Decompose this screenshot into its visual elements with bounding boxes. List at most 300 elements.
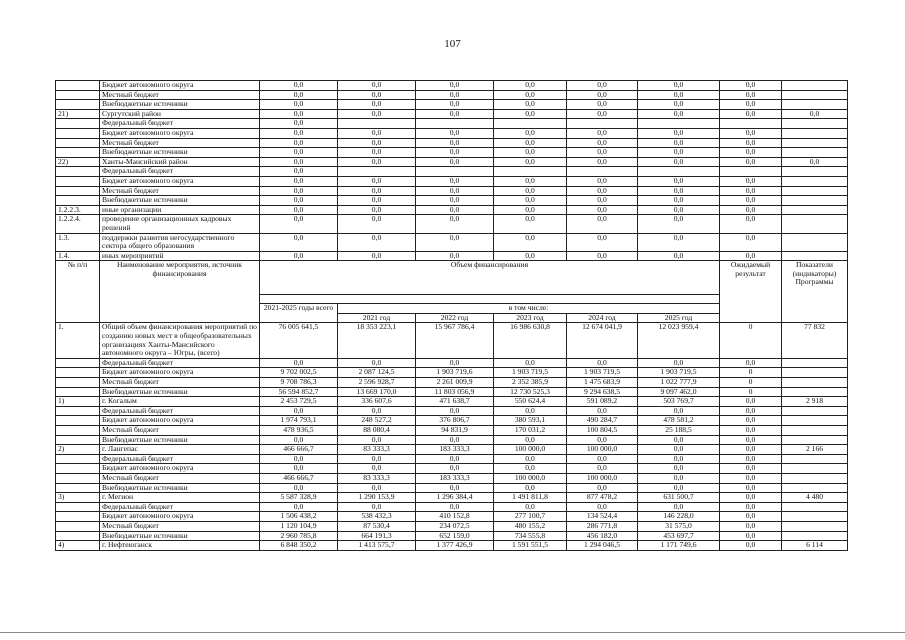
row-number	[56, 119, 100, 129]
row-number: 1)	[56, 397, 100, 407]
value-cell: 0,0	[720, 138, 782, 148]
value-cell: 0,0	[494, 148, 567, 158]
value-cell: 1 377 426,9	[416, 541, 494, 551]
value-cell	[782, 176, 848, 186]
value-cell: 0,0	[494, 358, 567, 368]
value-cell: 0,0	[720, 186, 782, 196]
value-cell: 538 432,3	[338, 512, 416, 522]
row-number: 2)	[56, 445, 100, 455]
value-cell: 0,0	[720, 521, 782, 531]
value-cell: 234 072,5	[416, 521, 494, 531]
table-row	[56, 464, 848, 474]
row-name: Общий объем финансирования мероприятий по созданию новых мест в общеобразовательных организациях Ханты-Мансийского автономного округа – Югры, (всего)	[100, 323, 260, 358]
value-cell: 0,0	[638, 196, 720, 206]
value-cell	[782, 90, 848, 100]
value-cell: 0,0	[567, 502, 638, 512]
value-cell: 0	[720, 368, 782, 378]
financing-table	[55, 80, 848, 551]
value-cell	[782, 473, 848, 483]
value-cell: 0,0	[416, 81, 494, 91]
row-name: Бюджет автономного округа	[100, 368, 260, 378]
value-cell: 0,0	[494, 502, 567, 512]
value-cell: 83 333,3	[338, 473, 416, 483]
value-cell	[338, 119, 416, 129]
row-name: проведение организационных кадровых решений	[100, 215, 260, 233]
table-row	[56, 81, 848, 91]
value-cell: 0,0	[416, 138, 494, 148]
value-cell: 4 480	[782, 493, 848, 503]
value-cell	[494, 167, 567, 177]
value-cell: 0,0	[638, 435, 720, 445]
row-number	[56, 100, 100, 110]
row-name: поддержки развития негосударственного сектора общего образования	[100, 233, 260, 251]
value-cell: 0,0	[338, 435, 416, 445]
value-cell: 0,0	[638, 81, 720, 91]
value-cell: 0,0	[260, 406, 338, 416]
value-cell: 0,0	[260, 186, 338, 196]
value-cell: 1 475 683,9	[567, 378, 638, 388]
value-cell: 0,0	[260, 205, 338, 215]
value-cell: 0,0	[494, 100, 567, 110]
table-row	[56, 157, 848, 167]
value-cell: 100 804,5	[567, 426, 638, 436]
value-cell: 0,0	[567, 215, 638, 233]
table-row	[56, 167, 848, 177]
value-cell: 0,0	[638, 502, 720, 512]
value-cell	[782, 483, 848, 493]
row-name: г. Лангепас	[100, 445, 260, 455]
value-cell: 478 581,2	[638, 416, 720, 426]
row-number	[56, 186, 100, 196]
value-cell: 2 596 928,7	[338, 378, 416, 388]
value-cell: 9 708 786,3	[260, 378, 338, 388]
value-cell: 87 530,4	[338, 521, 416, 531]
value-cell	[782, 100, 848, 110]
value-cell: 0,0	[416, 100, 494, 110]
row-number	[56, 387, 100, 397]
value-cell: 0,0	[567, 196, 638, 206]
value-cell: 0,0	[338, 454, 416, 464]
value-cell: 94 831,9	[416, 426, 494, 436]
table-row	[56, 358, 848, 368]
financing-table-wrapper	[55, 80, 847, 551]
row-number	[56, 196, 100, 206]
value-cell: 0,0	[638, 138, 720, 148]
value-cell	[782, 119, 848, 129]
value-cell: 0,0	[338, 90, 416, 100]
value-cell	[567, 119, 638, 129]
value-cell: 0,0	[638, 215, 720, 233]
value-cell: 146 228,0	[638, 512, 720, 522]
row-number: 3)	[56, 493, 100, 503]
value-cell: 664 191,3	[338, 531, 416, 541]
value-cell: 410 152,8	[416, 512, 494, 522]
header-spacer	[260, 295, 720, 304]
value-cell: 0,0	[338, 502, 416, 512]
row-number	[56, 483, 100, 493]
row-name: Местный бюджет	[100, 521, 260, 531]
row-number	[56, 378, 100, 388]
row-number	[56, 81, 100, 91]
value-cell: 12 674 041,9	[567, 323, 638, 358]
value-cell: 0,0	[638, 454, 720, 464]
row-name: Внебюджетные источники	[100, 435, 260, 445]
value-cell: 0,0	[720, 251, 782, 261]
value-cell: 0	[720, 323, 782, 358]
table-row	[56, 100, 848, 110]
value-cell: 0,0	[638, 176, 720, 186]
value-cell: 0,0	[416, 205, 494, 215]
value-cell: 0,0	[494, 464, 567, 474]
value-cell: 0,0	[720, 483, 782, 493]
value-cell: 0,0	[338, 148, 416, 158]
value-cell: 100 000,0	[567, 473, 638, 483]
value-cell: 652 159,0	[416, 531, 494, 541]
table-row	[56, 406, 848, 416]
value-cell: 734 555,8	[494, 531, 567, 541]
value-cell: 0,0	[720, 416, 782, 426]
table-row	[56, 176, 848, 186]
value-cell: 0,0	[338, 233, 416, 251]
value-cell: 0,0	[416, 406, 494, 416]
value-cell: 0,0	[416, 196, 494, 206]
table-row	[56, 416, 848, 426]
value-cell: 0,0	[720, 512, 782, 522]
value-cell: 0,0	[638, 464, 720, 474]
value-cell	[782, 416, 848, 426]
value-cell: 1 903 719,6	[416, 368, 494, 378]
value-cell	[782, 512, 848, 522]
value-cell	[782, 251, 848, 261]
value-cell: 0,0	[567, 81, 638, 91]
value-cell: 0,0	[260, 176, 338, 186]
value-cell: 0,0	[720, 397, 782, 407]
row-name: Бюджет автономного округа	[100, 176, 260, 186]
value-cell: 0,0	[338, 215, 416, 233]
value-cell: 0,0	[416, 148, 494, 158]
value-cell: 0,0	[720, 176, 782, 186]
row-number	[56, 464, 100, 474]
value-cell	[720, 167, 782, 177]
value-cell	[782, 186, 848, 196]
value-cell: 1 171 749,6	[638, 541, 720, 551]
value-cell: 0,0	[416, 233, 494, 251]
value-cell: 0,0	[338, 205, 416, 215]
value-cell: 0,0	[494, 233, 567, 251]
value-cell: 0,0	[720, 109, 782, 119]
row-name: Местный бюджет	[100, 138, 260, 148]
value-cell: 0,0	[638, 483, 720, 493]
value-cell	[782, 81, 848, 91]
value-cell: 0,0	[260, 167, 338, 177]
value-cell: 0,0	[494, 251, 567, 261]
value-cell: 0,0	[260, 215, 338, 233]
row-number	[56, 368, 100, 378]
row-number: 1.4.	[56, 251, 100, 261]
value-cell: 5 587 328,9	[260, 493, 338, 503]
row-name: Местный бюджет	[100, 473, 260, 483]
value-cell: 0,0	[416, 176, 494, 186]
value-cell: 0,0	[416, 454, 494, 464]
value-cell: 0,0	[338, 186, 416, 196]
value-cell	[782, 196, 848, 206]
value-cell	[416, 167, 494, 177]
value-cell: 0,0	[720, 426, 782, 436]
table-row	[56, 186, 848, 196]
value-cell: 0,0	[338, 109, 416, 119]
value-cell: 0,0	[567, 100, 638, 110]
value-cell: 471 638,7	[416, 397, 494, 407]
value-cell: 77 832	[782, 323, 848, 358]
row-number	[56, 435, 100, 445]
value-cell: 550 624,4	[494, 397, 567, 407]
row-number	[56, 454, 100, 464]
value-cell	[638, 167, 720, 177]
table-row	[56, 512, 848, 522]
header-num: № п/п	[56, 261, 100, 323]
table-row	[56, 493, 848, 503]
row-number	[56, 90, 100, 100]
value-cell: 16 986 630,8	[494, 323, 567, 358]
value-cell: 0,0	[567, 233, 638, 251]
value-cell	[720, 119, 782, 129]
value-cell: 0,0	[567, 157, 638, 167]
value-cell	[782, 531, 848, 541]
table-row	[56, 138, 848, 148]
row-name: Местный бюджет	[100, 426, 260, 436]
value-cell: 0,0	[494, 435, 567, 445]
value-cell: 0,0	[720, 541, 782, 551]
value-cell: 0,0	[638, 148, 720, 158]
value-cell: 0,0	[494, 176, 567, 186]
value-cell: 0,0	[494, 215, 567, 233]
value-cell: 0,0	[567, 358, 638, 368]
value-cell	[782, 167, 848, 177]
table-row	[56, 397, 848, 407]
value-cell: 503 769,7	[638, 397, 720, 407]
value-cell	[782, 454, 848, 464]
value-cell: 0,0	[638, 205, 720, 215]
row-number	[56, 358, 100, 368]
value-cell: 0,0	[338, 358, 416, 368]
value-cell: 466 666,7	[260, 445, 338, 455]
row-number	[56, 512, 100, 522]
row-number	[56, 148, 100, 158]
table-row	[56, 215, 848, 233]
value-cell: 0,0	[567, 464, 638, 474]
value-cell: 0,0	[720, 502, 782, 512]
row-number	[56, 521, 100, 531]
row-number	[56, 416, 100, 426]
row-number	[56, 426, 100, 436]
value-cell: 1 903 719,5	[638, 368, 720, 378]
value-cell: 76 005 641,5	[260, 323, 338, 358]
row-name: Федеральный бюджет	[100, 167, 260, 177]
value-cell: 0,0	[338, 157, 416, 167]
value-cell: 248 527,2	[338, 416, 416, 426]
row-number: 1.2.2.4.	[56, 215, 100, 233]
value-cell: 0,0	[338, 81, 416, 91]
value-cell: 0	[720, 378, 782, 388]
value-cell	[782, 358, 848, 368]
value-cell	[782, 435, 848, 445]
value-cell: 13 669 170,0	[338, 387, 416, 397]
value-cell	[782, 387, 848, 397]
value-cell: 0,0	[260, 483, 338, 493]
row-name: Федеральный бюджет	[100, 406, 260, 416]
value-cell: 0,0	[720, 148, 782, 158]
value-cell: 9 702 002,5	[260, 368, 338, 378]
value-cell: 0,0	[260, 157, 338, 167]
value-cell	[494, 119, 567, 129]
row-name: г. Мегион	[100, 493, 260, 503]
row-name: Федеральный бюджет	[100, 502, 260, 512]
value-cell: 0,0	[338, 128, 416, 138]
value-cell: 0,0	[494, 128, 567, 138]
value-cell: 0,0	[494, 157, 567, 167]
value-cell: 380 593,1	[494, 416, 567, 426]
header-year: 2023 год	[494, 313, 567, 323]
value-cell: 591 089,2	[567, 397, 638, 407]
value-cell: 170 031,2	[494, 426, 567, 436]
value-cell: 0,0	[260, 148, 338, 158]
value-cell: 0,0	[567, 435, 638, 445]
value-cell: 0,0	[638, 473, 720, 483]
row-name: Бюджет автономного округа	[100, 81, 260, 91]
value-cell: 0,0	[260, 233, 338, 251]
value-cell: 0,0	[260, 138, 338, 148]
value-cell: 0,0	[567, 483, 638, 493]
value-cell: 183 333,3	[416, 473, 494, 483]
value-cell	[782, 378, 848, 388]
value-cell: 0,0	[416, 483, 494, 493]
value-cell: 1 903 719,5	[494, 368, 567, 378]
value-cell: 0,0	[638, 445, 720, 455]
value-cell: 0,0	[338, 483, 416, 493]
table-row	[56, 233, 848, 251]
row-number: 21)	[56, 109, 100, 119]
value-cell: 0,0	[416, 128, 494, 138]
value-cell: 6 848 350,2	[260, 541, 338, 551]
value-cell: 0,0	[638, 233, 720, 251]
value-cell: 11 803 056,9	[416, 387, 494, 397]
value-cell: 0,0	[638, 251, 720, 261]
value-cell: 877 478,2	[567, 493, 638, 503]
row-number: 1.	[56, 323, 100, 358]
value-cell: 0,0	[638, 358, 720, 368]
table-row	[56, 531, 848, 541]
value-cell: 0,0	[494, 205, 567, 215]
value-cell	[782, 138, 848, 148]
value-cell: 490 284,7	[567, 416, 638, 426]
value-cell: 0,0	[638, 128, 720, 138]
value-cell: 0,0	[782, 157, 848, 167]
value-cell: 0,0	[416, 109, 494, 119]
value-cell: 0,0	[494, 406, 567, 416]
row-name: г. Когалым	[100, 397, 260, 407]
table-body-bottom	[56, 323, 848, 550]
table-row	[56, 378, 848, 388]
value-cell: 2 261 009,9	[416, 378, 494, 388]
value-cell: 0,0	[720, 358, 782, 368]
row-name: иных мероприятий	[100, 251, 260, 261]
table-row	[56, 387, 848, 397]
value-cell: 83 333,3	[338, 445, 416, 455]
value-cell: 0,0	[567, 205, 638, 215]
value-cell: 0,0	[720, 157, 782, 167]
value-cell	[416, 119, 494, 129]
value-cell: 88 080,4	[338, 426, 416, 436]
header-year: 2021 год	[338, 313, 416, 323]
value-cell	[782, 464, 848, 474]
header-volume: Объем финансирования	[260, 261, 720, 295]
value-cell: 0,0	[260, 100, 338, 110]
table-row	[56, 119, 848, 129]
value-cell: 2 166	[782, 445, 848, 455]
table-row	[56, 196, 848, 206]
value-cell	[782, 521, 848, 531]
row-number	[56, 406, 100, 416]
value-cell: 0,0	[416, 251, 494, 261]
value-cell: 286 771,8	[567, 521, 638, 531]
header-year: 2022 год	[416, 313, 494, 323]
value-cell: 0,0	[416, 90, 494, 100]
value-cell: 0,0	[260, 109, 338, 119]
value-cell: 0,0	[638, 90, 720, 100]
value-cell: 0,0	[720, 128, 782, 138]
value-cell	[782, 215, 848, 233]
value-cell: 31 575,0	[638, 521, 720, 531]
value-cell	[782, 368, 848, 378]
row-name: Бюджет автономного округа	[100, 128, 260, 138]
value-cell: 480 155,2	[494, 521, 567, 531]
value-cell: 100 000,0	[494, 445, 567, 455]
row-name: г. Нефтеюганск	[100, 541, 260, 551]
table-row	[56, 128, 848, 138]
value-cell	[782, 406, 848, 416]
value-cell: 0,0	[720, 473, 782, 483]
row-name: Внебюджетные источники	[100, 148, 260, 158]
value-cell	[782, 128, 848, 138]
value-cell: 0,0	[567, 109, 638, 119]
value-cell: 0,0	[494, 483, 567, 493]
value-cell: 18 353 223,1	[338, 323, 416, 358]
row-number	[56, 176, 100, 186]
value-cell: 0,0	[720, 90, 782, 100]
table-body-top	[56, 81, 848, 261]
value-cell: 0,0	[338, 100, 416, 110]
row-number	[56, 473, 100, 483]
value-cell: 0,0	[260, 251, 338, 261]
value-cell: 0,0	[338, 464, 416, 474]
header-name: Наименование мероприятия, источник финансирования	[100, 261, 260, 323]
value-cell: 12 730 525,3	[494, 387, 567, 397]
header-year: 2025 год	[638, 313, 720, 323]
table-row	[56, 435, 848, 445]
value-cell: 0,0	[416, 502, 494, 512]
value-cell: 6 114	[782, 541, 848, 551]
value-cell: 0,0	[494, 138, 567, 148]
row-name: Внебюджетные источники	[100, 531, 260, 541]
value-cell: 0,0	[260, 454, 338, 464]
value-cell: 0	[720, 387, 782, 397]
header-expected: Ожидаемый результат	[720, 261, 782, 323]
value-cell: 0,0	[567, 406, 638, 416]
value-cell: 56 594 852,7	[260, 387, 338, 397]
value-cell: 1 591 551,5	[494, 541, 567, 551]
value-cell: 0,0	[638, 157, 720, 167]
value-cell: 0,0	[416, 464, 494, 474]
